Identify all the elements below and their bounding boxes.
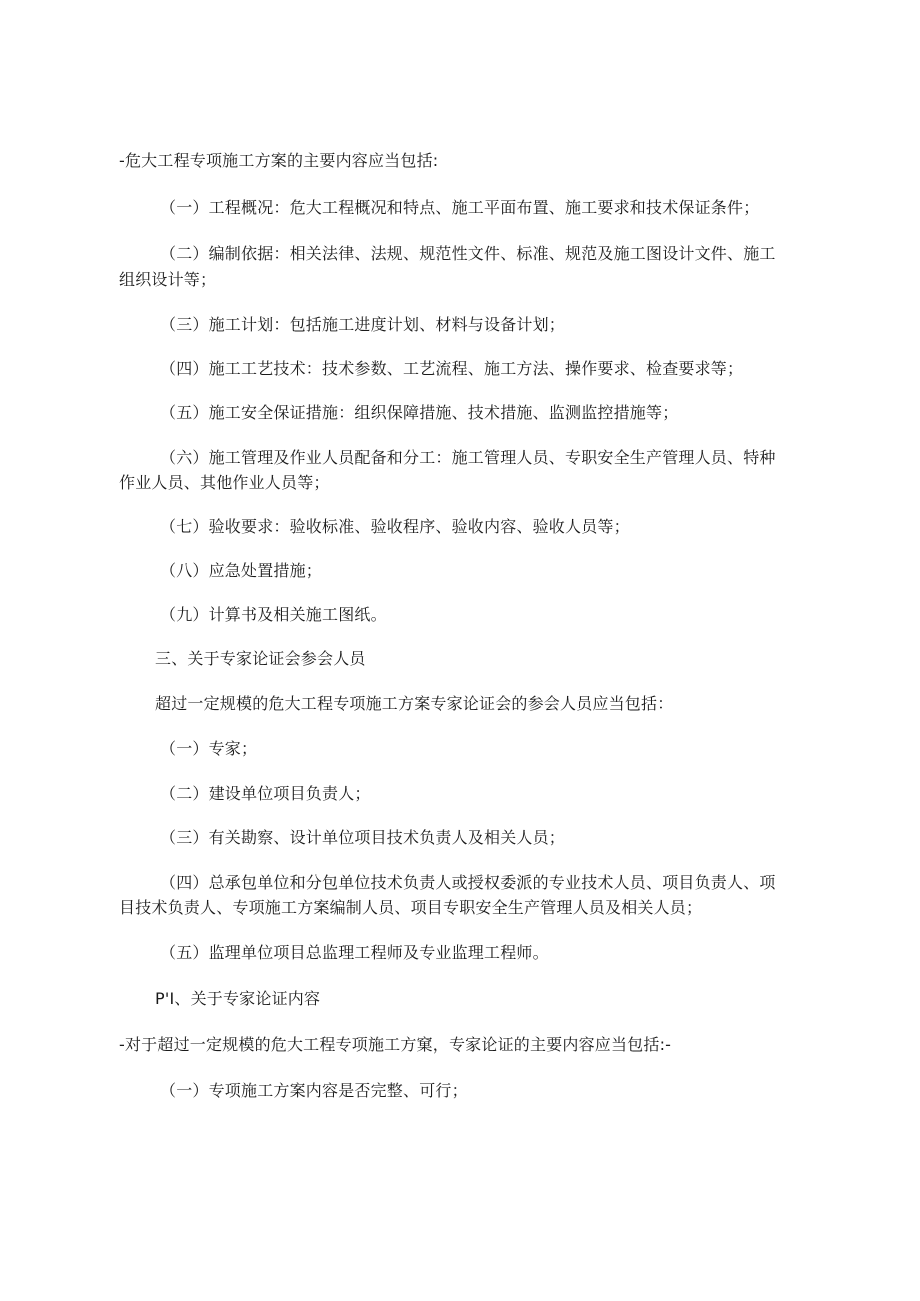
section-heading: P'I、关于专家论证内容 <box>155 989 321 1008</box>
list-item: （一）工程概况：危大工程概况和特点、施工平面布置、施工要求和技术保证条件； <box>160 198 760 217</box>
list-item: （九）计算书及相关施工图纸。 <box>160 605 387 624</box>
list-item: （五）施工安全保证措施：组织保障措施、技术措施、监测监控措施等； <box>160 403 679 422</box>
list-item: （二）编制依据：相关法律、法规、规范性文件、标准、规范及施工图设计文件、施工 <box>160 244 776 263</box>
list-item: （四）施工工艺技术：技术参数、工艺流程、施工方法、操作要求、检查要求等； <box>160 359 744 378</box>
list-item-continuation: 组织设计等； <box>119 270 217 289</box>
list-item: （三）施工计划：包括施工进度计划、材料与设备计划； <box>160 315 566 334</box>
list-item: （二）建设单位项目负责人； <box>160 784 371 803</box>
list-item: （七）验收要求：验收标准、验收程序、验收内容、验收人员等； <box>160 517 630 536</box>
section-intro: -对于超过一定规模的危大工程专项施工方窠，专家论证的主要内容应当包括:- <box>119 1035 672 1054</box>
list-item: （四）总承包单位和分包单位技术负责人或授权委派的专业技术人员、项目负责人、项 <box>160 873 776 892</box>
list-item-continuation: 作业人员、其他作业人员等； <box>119 473 330 492</box>
intro-line: -危大工程专项施工方案的主要内容应当包括: <box>119 151 439 170</box>
section-heading: 三、关于专家论证会参会人员 <box>155 649 366 668</box>
list-item: （一）专家； <box>160 739 258 758</box>
list-item: （五）监理单位项目总监理工程师及专业监理工程师。 <box>160 943 549 962</box>
list-item: （八）应急处置措施； <box>160 561 323 580</box>
section-intro: 超过一定规模的危大工程专项施工方案专家论证会的参会人员应当包括： <box>155 694 674 713</box>
list-item-continuation: 目技术负责人、专项施工方案编制人员、项目专职安全生产管理人员及相关人员； <box>119 898 703 917</box>
list-item: （三）有关勘察、设计单位项目技术负责人及相关人员； <box>160 828 566 847</box>
list-item: （一）专项施工方案内容是否完整、可行； <box>160 1081 468 1100</box>
list-item: （六）施工管理及作业人员配备和分工：施工管理人员、专职安全生产管理人员、特种 <box>160 448 776 467</box>
